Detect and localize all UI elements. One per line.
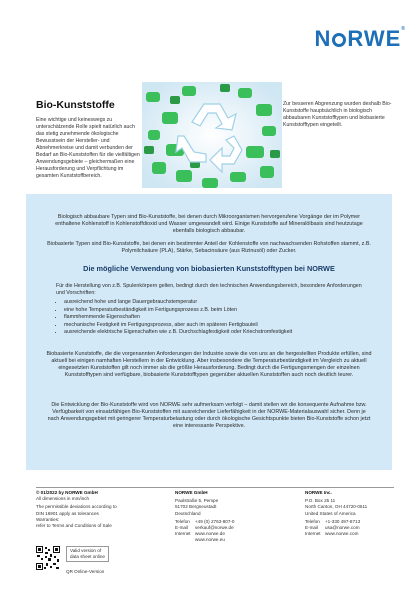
footer-divider (36, 487, 394, 488)
norwe-logo (314, 26, 406, 52)
web-label: Internet (175, 531, 191, 537)
band-paragraph-1: Biologisch abbaubare Typen sind Bio-Kunststoffe, bei denen durch Mikroorganismen hervorgerufene Vorgänge der im Polymer enthaltene Kohlenstoff in Kohlenstoffdioxid und Wasser umgewandelt wird. Einige Kunststoffe auf Mineralölbasis sind heutzutage ebenfalls biologisch abbaubar. (55, 214, 363, 234)
web-label: Internet (305, 531, 321, 537)
classification-paragraph: Zur besseren Abgrenzung wurden deshalb Bio-Kunststoffe hauptsächlich in biologisch abbaubaren Kunststofftypen und biobasierte Kunststofftypen eingeteilt. (283, 101, 392, 128)
logo-registered: ® (401, 26, 406, 32)
phone-label: Telefon (305, 518, 320, 524)
footer-legal (36, 490, 156, 529)
qr-note (66, 546, 109, 562)
logo-text-right: RWE (347, 26, 402, 51)
email-label: E-mail (175, 525, 189, 531)
band-paragraph-4: Die Entwicklung der Bio-Kunststoffe wird von NORWE sehr aufmerksam verfolgt – damit stellen wir die konsequente Aufnahme bzw. Verfügbarkeit von einsatzfähigen Bio-Kunststoffen mit ausreichender Lieferfähigkeit in der NORWE-Materialauswahl sicher. Denn je nach Anwendungsgebiet mit geringerer Temperaturbelastung oder durch ökologische Gesichtspunkte bieten Bio-Kunststoffe schon jetzt eine interessante Perspektive. (47, 402, 371, 429)
footer-address-de (175, 490, 275, 544)
list-item: • ausreichende elektrische Eigenschaften wie z.B. Durchschlagfestigkeit oder Kriechstromfestigkeit (64, 329, 292, 337)
company-name: NORWE GmbH (175, 490, 208, 495)
qr-note-line: data sheet online (70, 554, 105, 559)
web-link[interactable]: www.norwe.com (325, 531, 359, 537)
intro-paragraph: Eine wichtige und keineswegs zu unterschätzende Rolle spielt natürlich auch das stetig zunehmende ökologische Bewusstsein der Hersteller- und Abnehmerkreise und damit verbunden der Bedarf an Bio-Kunststoffen für die vielfältigen Anwendungsgebiete – gleichermaßen eine Herausforderung und Verpflichtung im gesamten Kunststoffbereich. (36, 117, 140, 179)
address-line: United States of America (305, 510, 356, 516)
footer-address-us (305, 490, 405, 537)
qr-label: QR Online-Version (66, 569, 105, 574)
address-line: North Canton, OH 44720-0511 (305, 504, 368, 510)
footer-line: refer to Terms and Conditions of Sale (36, 523, 112, 529)
list-item: • ausreichend hohe und lange Dauergebrauchstemperatur (64, 299, 292, 307)
email-link[interactable]: usa@norwe.com (325, 525, 360, 531)
email-label: E-mail (305, 525, 319, 531)
web-link[interactable]: www.norwe.eu (195, 537, 225, 543)
footer-line: Warranties: (36, 516, 60, 522)
footer-line: DIN 16901 apply as tolerances (36, 510, 99, 516)
copyright: © 01/2022 by NORWE GmbH (36, 490, 98, 495)
footer-line: All dimensions in mm/inch (36, 496, 90, 502)
address-line: Deutschland (175, 510, 201, 516)
requirements-list (56, 299, 292, 337)
logo-text-left: N (314, 26, 332, 51)
list-item: • eine hohe Temperaturbeständigkeit im Fertigungsprozess z.B. beim Löten (64, 307, 292, 315)
phone-value[interactable]: +49 (0) 2763-807-0 (195, 518, 235, 524)
logo-o-mark (332, 33, 346, 47)
band-heading: Die mögliche Verwendung von biobasierten Kunststofftypen bei NORWE (83, 264, 335, 273)
qr-code[interactable] (36, 546, 60, 570)
info-band (26, 194, 392, 470)
address-line: Paulstraße 5, Pempe (175, 498, 219, 504)
page-title: Bio-Kunststoffe (36, 99, 115, 111)
web-link[interactable]: www.norwe.de (195, 531, 225, 537)
hero-image (142, 82, 282, 188)
phone-label: Telefon (175, 518, 190, 524)
phone-value[interactable]: +1-330 497-8713 (325, 518, 361, 524)
band-lead: Für die Herstellung von z.B. Spulenkörpern gelten, bedingt durch den technischen Anwendungsbereich, besondere Anforderungen und Vorschriften: (56, 283, 362, 296)
qr-badge (66, 546, 109, 562)
band-paragraph-2: Biobasierte Typen sind Bio-Kunststoffe, bei denen ein bestimmter Anteil der Kohlenstoffe von nachwachsenden Rohstoffen stammt, z.B. Polymilchsäure (PLA), Stärke, Sebacinsäure (aus Rizinusöl) oder Zucker. (47, 241, 371, 254)
company-name: NORWE Inc. (305, 490, 332, 495)
address-line: P.O. Box 25 11 (305, 498, 336, 504)
list-item: • mechanische Festigkeit im Fertigungsprozess, aber auch im späteren Fertigbauteil (64, 322, 292, 330)
email-link[interactable]: verkauf@norwe.de (195, 525, 234, 531)
qr-note-line: Valid version of (70, 548, 102, 553)
footer-line: The permissible deviations according to (36, 504, 117, 510)
list-item: • flammhemmende Eigenschaften (64, 314, 292, 322)
band-paragraph-3: Biobasierte Kunststoffe, die die vorgenannten Anforderungen der Industrie sowie die von uns an die hergestellten Produkte erfüllen, sind aktuell bei einigen namhaften Herstellern in der Entwicklung. Aber insbesondere die Temperaturbeständigkeit im Vergleich zu aktuell eingesetzten Kunststoffen gilt noch immer als die größte Herausforderung. Bedingt durch die Fertigungsmengen der einzelnen Kunststofftypen sind verfügbare, biobasierte Kunststofftypen gegenüber aktuellen Kunststoffen auch noch deutlich teurer. (46, 351, 372, 378)
address-line: 51702 Bergneustadt (175, 504, 217, 510)
recycle-icon (142, 82, 282, 188)
